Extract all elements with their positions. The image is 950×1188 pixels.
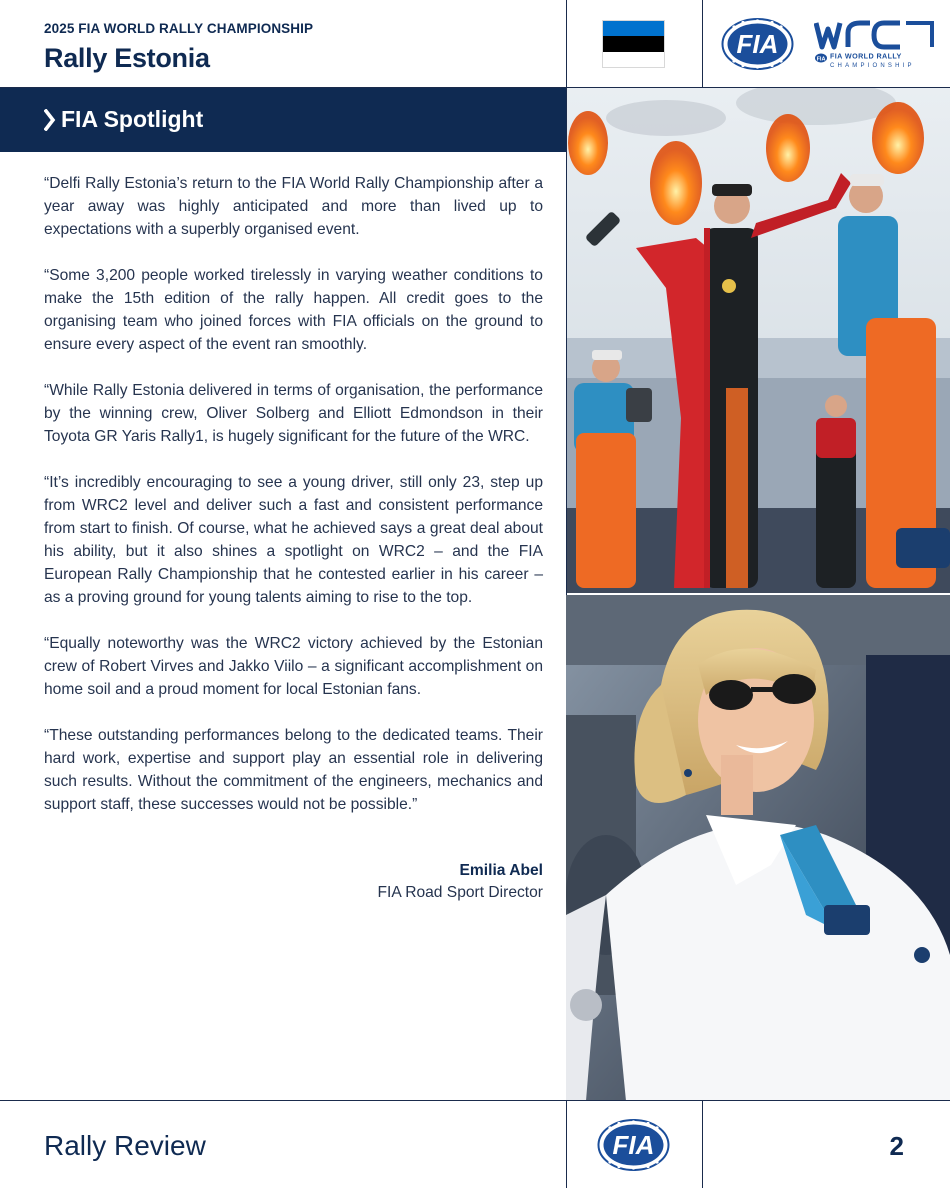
- header-divider-right: [702, 0, 703, 88]
- signature-role: FIA Road Sport Director: [377, 884, 543, 901]
- header-divider-left: [566, 0, 567, 88]
- svg-text:FIA: FIA: [816, 56, 826, 63]
- championship-supertitle: 2025 FIA WORLD RALLY CHAMPIONSHIP: [44, 21, 314, 36]
- wrc-logo-line1: FIA WORLD RALLY: [830, 51, 902, 61]
- page-header: [0, 0, 950, 88]
- publication-name: Rally Review: [44, 1130, 206, 1161]
- podium-celebration-photo: [566, 88, 950, 593]
- section-label: FIA Spotlight: [61, 106, 204, 132]
- article-paragraph: “These outstanding performances belong to the dedicated teams. Their hard work, expertise and support play an essential role in delivering such results. Without the commitment of the engineers, mechanics and support staff, these successes would not be possible.”: [44, 727, 543, 813]
- fia-logo-text: FIA: [736, 29, 779, 59]
- fia-logo-icon: [721, 18, 794, 70]
- article-paragraph: “While Rally Estonia delivered in terms of organisation, the performance by the winning crew, Oliver Solberg and Elliott Edmondson in their Toyota GR Yaris Rally1, is hugely significant for the future of the WRC.: [44, 382, 543, 445]
- page-footer: [0, 1100, 950, 1188]
- signature-name: Emilia Abel: [459, 862, 543, 879]
- wrc-logo-icon: [814, 17, 934, 69]
- article-paragraph: “Some 3,200 people worked tirelessly in varying weather conditions to make the 15th edition of the rally happen. All credit goes to the organising team who joined forces with FIA officials on the ground to ensure every aspect of the event ran smoothly.: [44, 267, 543, 353]
- wrc-logo-line2: CHAMPIONSHIP: [830, 63, 915, 69]
- footer-divider-left: [566, 1100, 567, 1188]
- footer-divider-right: [702, 1100, 703, 1188]
- article-body: [44, 172, 543, 839]
- page-number: 2: [889, 1131, 904, 1161]
- signature-block: [377, 860, 543, 904]
- rally-title: Rally Estonia: [44, 43, 210, 73]
- article-paragraph: “It’s incredibly encouraging to see a young driver, still only 23, step up from WRC2 level and deliver such a fast and consistent performance from start to finish. Of course, what he achieved says a great deal about his ability, but it also shines a spotlight on WRC2 – and the FIA European Rally Championship that he contested earlier in his career – as a proving ground for young talents aiming to rise to the top.: [44, 474, 543, 606]
- fia-logo-text: FIA: [612, 1130, 655, 1160]
- flag-stripe-black: [603, 36, 664, 51]
- article-paragraph: “Delfi Rally Estonia’s return to the FIA World Rally Championship after a year away was highly anticipated and more than lived up to expectations with a superbly organised event.: [44, 175, 543, 238]
- article-paragraph: “Equally noteworthy was the WRC2 victory achieved by the Estonian crew of Robert Virves and Jakko Viilo – a significant accomplishment on home soil and a proud moment for local Estonian fans.: [44, 635, 543, 698]
- estonia-flag-icon: [602, 20, 665, 68]
- emilia-abel-portrait-photo: [566, 595, 950, 1101]
- chevron-right-icon: [44, 109, 56, 131]
- flag-stripe-blue: [603, 21, 664, 36]
- fia-logo-icon: [597, 1119, 670, 1171]
- section-bar: [0, 88, 566, 152]
- flag-stripe-white: [603, 52, 664, 67]
